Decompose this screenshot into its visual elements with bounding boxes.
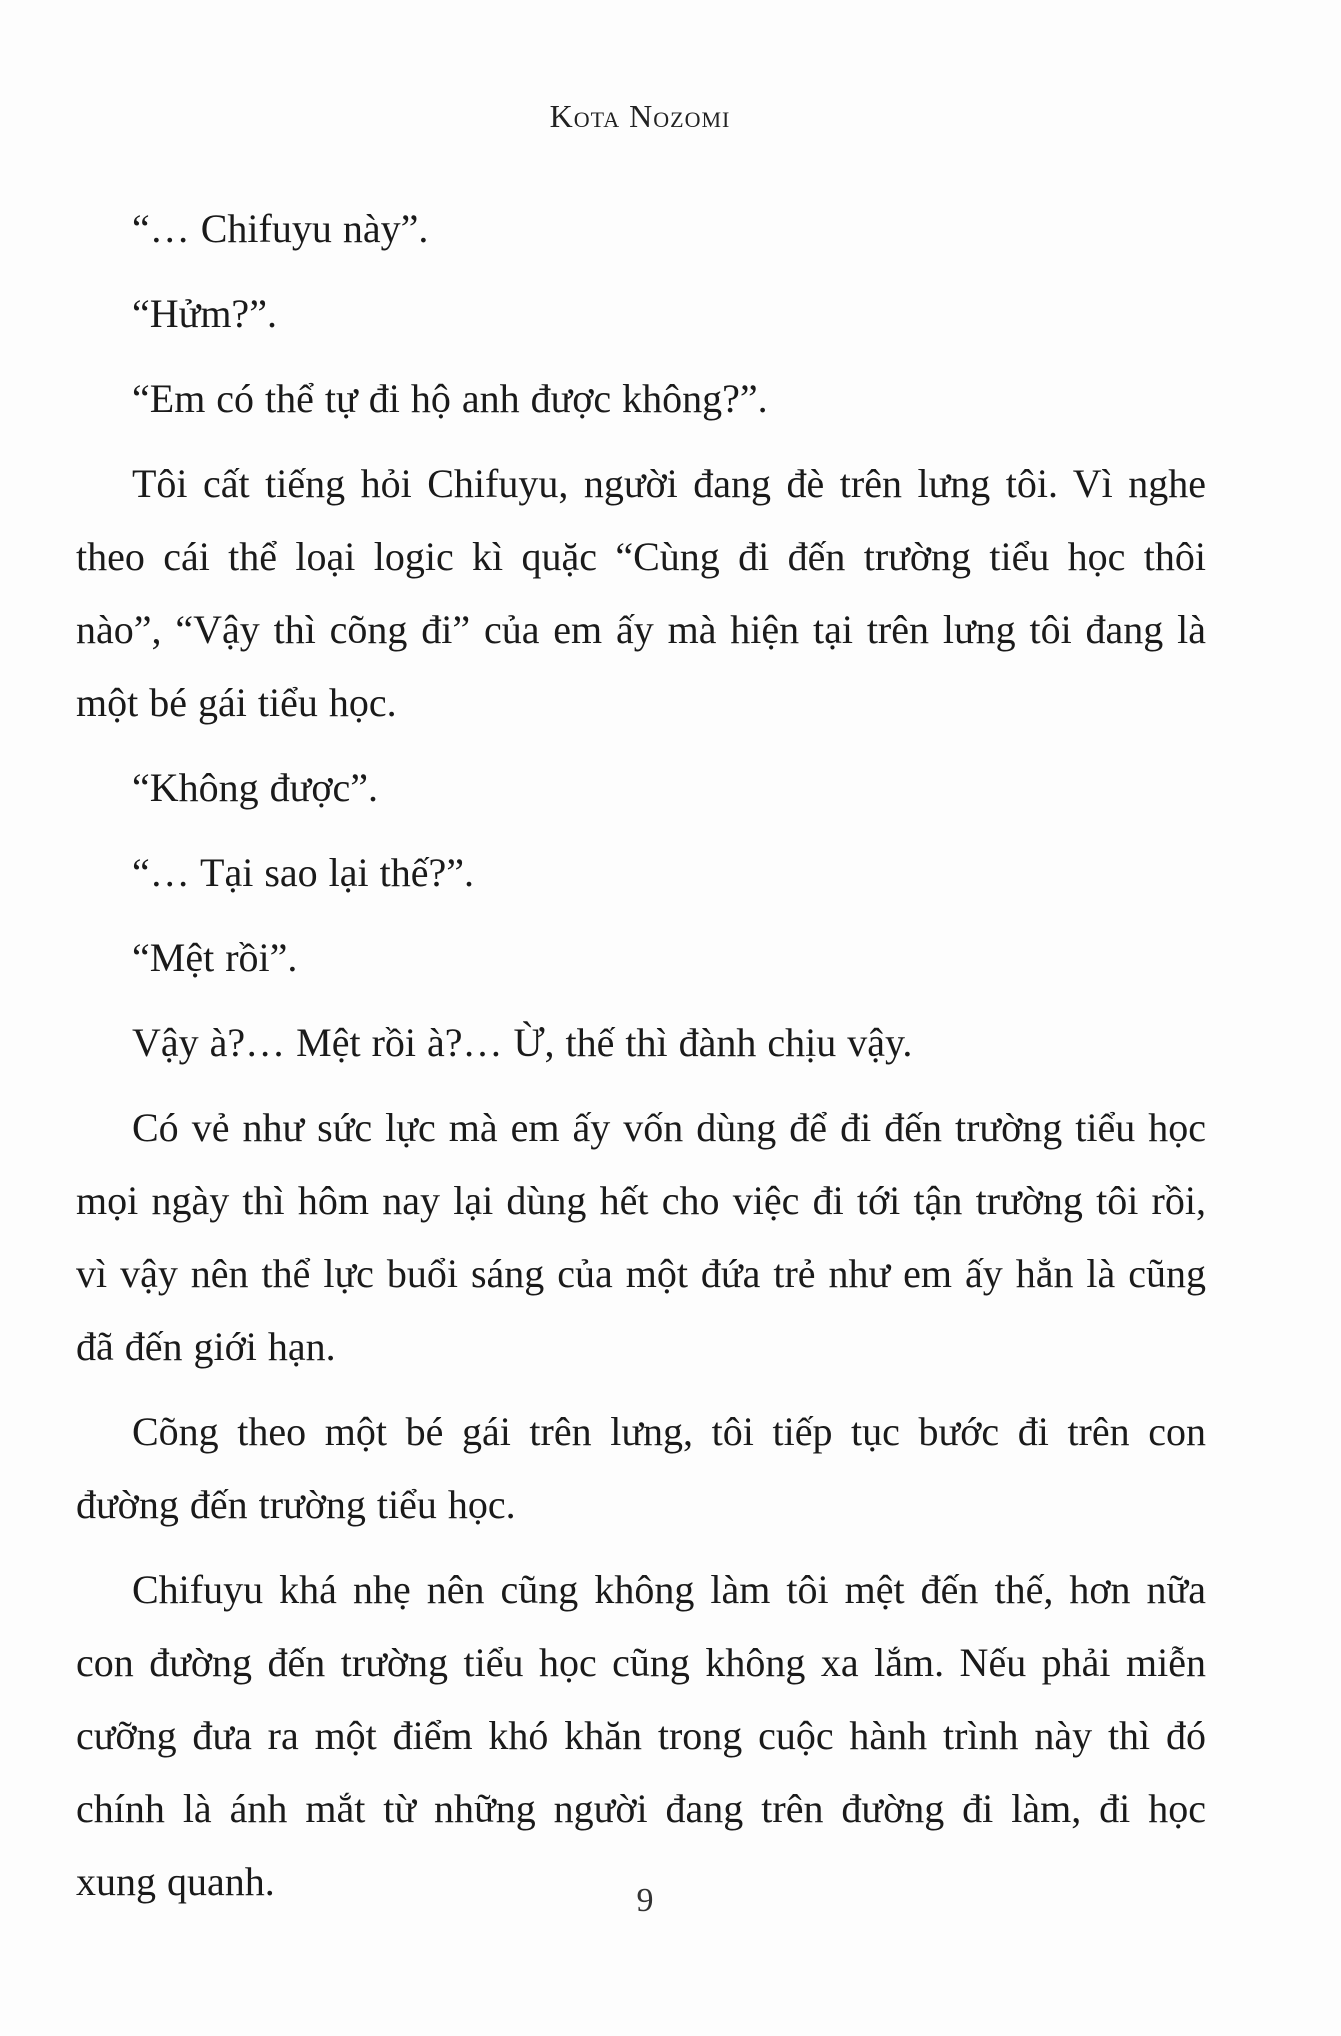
paragraph-2: “Hửm?”. (132, 291, 277, 336)
page-number: 9 (636, 1882, 654, 1919)
paragraph-7: “Mệt rồi”. (132, 935, 298, 980)
paragraph-10: Cõng theo một bé gái trên lưng, tôi tiếp tục bước đi trên con đường đến trường tiểu học. (76, 1409, 1206, 1527)
paragraph-1: “… Chifuyu này”. (132, 206, 429, 251)
running-header: Kota Nozomi (549, 98, 731, 134)
paragraph-3: “Em có thể tự đi hộ anh được không?”. (132, 376, 768, 421)
paragraph-9: Có vẻ như sức lực mà em ấy vốn dùng để đi đến trường tiểu học mọi ngày thì hôm nay lại dùng hết cho việc đi tới tận trường tôi rồi, vì vậy nên thể lực buổi sáng của một đứa trẻ như em ấy hẳn là cũng đã đến giới hạn. (76, 1105, 1206, 1369)
paragraph-5: “Không được”. (132, 765, 378, 810)
paragraph-8: Vậy à?… Mệt rồi à?… Ừ, thế thì đành chịu vậy. (132, 1020, 913, 1065)
paragraph-11: Chifuyu khá nhẹ nên cũng không làm tôi mệt đến thế, hơn nữa con đường đến trường tiểu học cũng không xa lắm. Nếu phải miễn cưỡng đưa ra một điểm khó khăn trong cuộc hành trình này thì đó chính là ánh mắt từ những người đang trên đường đi làm, đi học xung quanh. (76, 1567, 1206, 1904)
paragraph-6: “… Tại sao lại thế?”. (132, 850, 475, 895)
body-text (76, 192, 1206, 1930)
paragraph-4: Tôi cất tiếng hỏi Chifuyu, người đang đè trên lưng tôi. Vì nghe theo cái thể loại logic kì quặc “Cùng đi đến trường tiểu học thôi nào”, “Vậy thì cõng đi” của em ấy mà hiện tại trên lưng tôi đang là một bé gái tiểu học. (76, 461, 1206, 725)
